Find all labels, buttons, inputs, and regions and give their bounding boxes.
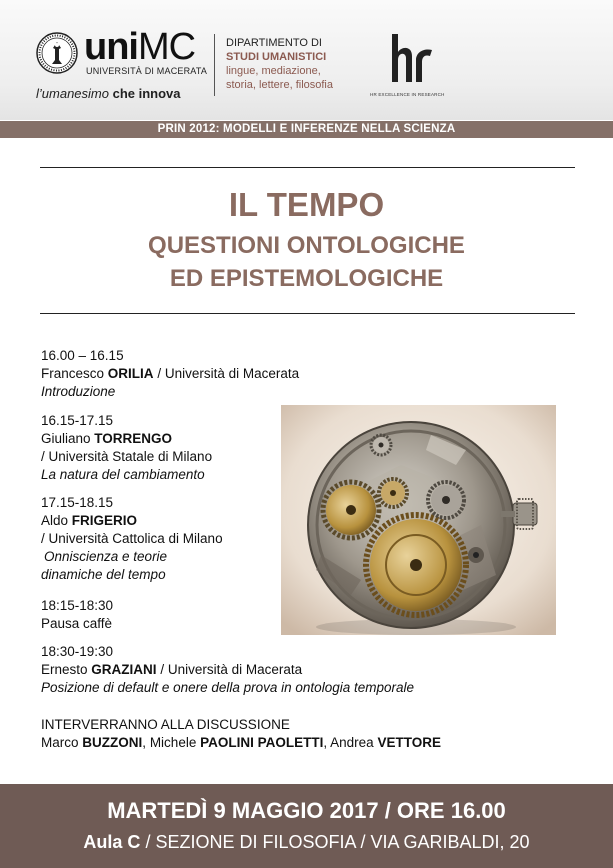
university-seal-icon bbox=[36, 32, 78, 74]
header bbox=[0, 0, 613, 120]
subtitle-line-2: ED EPISTEMOLOGICHE bbox=[169, 265, 444, 292]
page-title: IL TEMPO bbox=[228, 186, 385, 223]
program-item-1: 16.00 – 16.15 Francesco ORILIA / Università di Macerata Introduzione bbox=[41, 348, 300, 399]
header-divider bbox=[214, 34, 215, 96]
dept-line-3: lingue, mediazione, bbox=[226, 65, 321, 77]
dept-line-4: storia, lettere, filosofia bbox=[226, 79, 333, 91]
brand-subtitle: UNIVERSITÀ DI MACERATA bbox=[86, 66, 208, 76]
program-item-2: 16.15-17.15 Giuliano TORRENGO / Università Statale di Milano La natura del cambiamento bbox=[41, 413, 213, 482]
program-item-3: 17.15-18.15 Aldo FRIGERIO / Università Cattolica di Milano Onniscienza e teorie dinamiche del tempo bbox=[41, 495, 223, 582]
discussion-block bbox=[41, 716, 441, 752]
tagline: l’umanesimo che innova bbox=[36, 86, 181, 101]
prin-banner: PRIN 2012: MODELLI E INFERENZE NELLA SCIENZA bbox=[0, 121, 613, 138]
discussion-participants: Marco BUZZONI, Michele PAOLINI PAOLETTI, Andrea VETTORE bbox=[41, 735, 441, 750]
subtitle-line-1: QUESTIONI ONTOLOGICHE bbox=[148, 232, 465, 259]
discussion-heading: INTERVERRANNO ALLA DISCUSSIONE bbox=[41, 717, 290, 732]
brand-logo: uniMC bbox=[84, 26, 196, 68]
clockwork-photo bbox=[281, 405, 556, 635]
hr-caption: HR EXCELLENCE IN RESEARCH bbox=[370, 92, 445, 97]
dept-line-1: DIPARTIMENTO DI bbox=[226, 37, 322, 49]
title-bottom-rule bbox=[40, 313, 575, 314]
footer bbox=[0, 784, 613, 868]
hr-excellence-logo-icon bbox=[382, 30, 438, 86]
event-location: Aula C / SEZIONE DI FILOSOFIA / VIA GARIBALDI, 20 bbox=[83, 832, 530, 852]
event-date: MARTEDÌ 9 MAGGIO 2017 / ORE 16.00 bbox=[107, 798, 506, 823]
program-item-4: 18:15-18:30 Pausa caffè bbox=[41, 598, 114, 631]
program-item-5: 18:30-19:30 Ernesto GRAZIANI / Università di Macerata Posizione di default e onere della prova in ontologia temporale bbox=[41, 644, 414, 695]
dept-line-2: STUDI UMANISTICI bbox=[226, 51, 327, 63]
title-top-rule bbox=[40, 167, 575, 168]
